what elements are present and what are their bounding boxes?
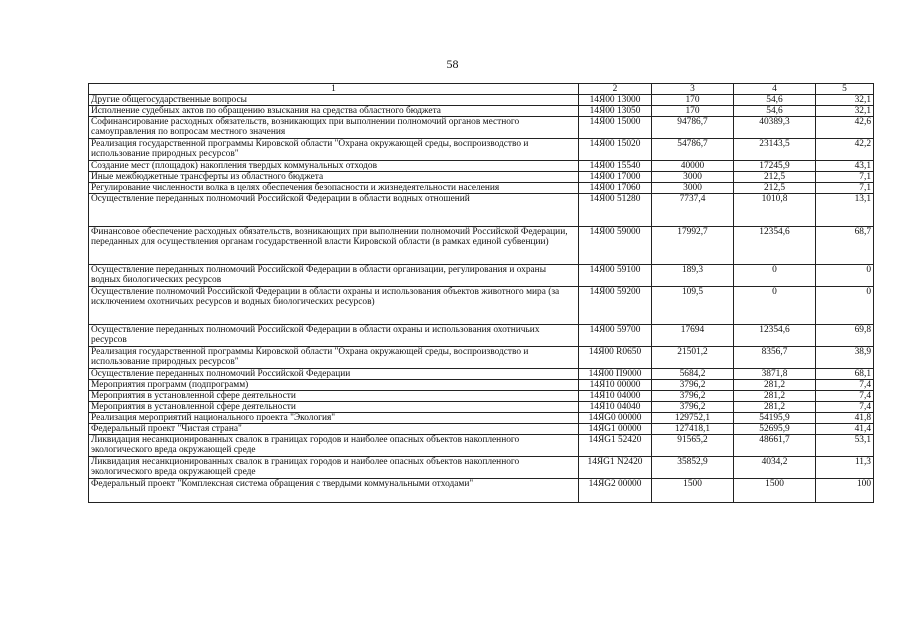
row-value-4: 23143,5 bbox=[734, 139, 816, 161]
table-row bbox=[89, 424, 874, 435]
column-header: 3 bbox=[652, 84, 734, 95]
table-row bbox=[89, 479, 874, 503]
row-value-3: 1500 bbox=[652, 479, 734, 503]
row-value-3: 3796,2 bbox=[652, 380, 734, 391]
row-value-4: 12354,6 bbox=[734, 325, 816, 347]
row-name: Иные межбюджетные трансферты из областного бюджета bbox=[89, 172, 579, 183]
row-code: 14Я00 13050 bbox=[579, 106, 652, 117]
row-value-5: 41,8 bbox=[816, 413, 874, 424]
table-row bbox=[89, 402, 874, 413]
row-value-5: 7,4 bbox=[816, 391, 874, 402]
table-row bbox=[89, 183, 874, 194]
row-code: 14ЯG2 00000 bbox=[579, 479, 652, 503]
row-code: 14Я00 59700 bbox=[579, 325, 652, 347]
table-row bbox=[89, 161, 874, 172]
row-value-5: 100 bbox=[816, 479, 874, 503]
row-name: Создание мест (площадок) накопления твердых коммунальных отходов bbox=[89, 161, 579, 172]
row-name: Федеральный проект "Комплексная система обращения с твердыми коммунальными отходами" bbox=[89, 479, 579, 503]
table-row bbox=[89, 106, 874, 117]
row-code: 14Я00 17000 bbox=[579, 172, 652, 183]
row-value-3: 3000 bbox=[652, 183, 734, 194]
row-name: Исполнение судебных актов по обращению взыскания на средства областного бюджета bbox=[89, 106, 579, 117]
row-value-3: 3796,2 bbox=[652, 402, 734, 413]
row-value-5: 13,1 bbox=[816, 194, 874, 227]
row-value-3: 129752,1 bbox=[652, 413, 734, 424]
row-code: 14Я00 59100 bbox=[579, 265, 652, 287]
row-value-5: 38,9 bbox=[816, 347, 874, 369]
row-value-4: 54,6 bbox=[734, 95, 816, 106]
row-code: 14Я00 59200 bbox=[579, 287, 652, 325]
row-value-4: 8356,7 bbox=[734, 347, 816, 369]
row-code: 14Я10 04000 bbox=[579, 391, 652, 402]
row-value-4: 281,2 bbox=[734, 402, 816, 413]
row-name: Мероприятия в установленной сфере деятельности bbox=[89, 391, 579, 402]
row-name: Осуществление переданных полномочий Российской Федерации в области охраны и использования охотничьих ресурсов bbox=[89, 325, 579, 347]
row-code: 14Я00 15020 bbox=[579, 139, 652, 161]
row-code: 14ЯG1 00000 bbox=[579, 424, 652, 435]
row-value-4: 40389,3 bbox=[734, 117, 816, 139]
row-name: Софинансирование расходных обязательств, возникающих при выполнении полномочий органов местного самоуправления по вопросам местного значения bbox=[89, 117, 579, 139]
row-code: 14Я00 15000 bbox=[579, 117, 652, 139]
row-value-5: 0 bbox=[816, 287, 874, 325]
row-code: 14Я00 R0650 bbox=[579, 347, 652, 369]
row-name: Осуществление переданных полномочий Российской Федерации в области водных отношений bbox=[89, 194, 579, 227]
row-value-5: 42,6 bbox=[816, 117, 874, 139]
row-value-5: 41,4 bbox=[816, 424, 874, 435]
table-row bbox=[89, 95, 874, 106]
row-value-3: 170 bbox=[652, 106, 734, 117]
table-row bbox=[89, 380, 874, 391]
row-value-5: 69,8 bbox=[816, 325, 874, 347]
row-name: Регулирование численности волка в целях обеспечения безопасности и жизнедеятельности населения bbox=[89, 183, 579, 194]
row-value-4: 17245,9 bbox=[734, 161, 816, 172]
row-value-5: 68,1 bbox=[816, 369, 874, 380]
row-value-4: 0 bbox=[734, 265, 816, 287]
row-value-5: 43,1 bbox=[816, 161, 874, 172]
row-code: 14Я10 00000 bbox=[579, 380, 652, 391]
row-value-4: 52695,9 bbox=[734, 424, 816, 435]
row-value-3: 40000 bbox=[652, 161, 734, 172]
row-value-4: 281,2 bbox=[734, 380, 816, 391]
row-value-4: 3871,8 bbox=[734, 369, 816, 380]
row-name: Реализация государственной программы Кировской области "Охрана окружающей среды, воспроизводство и использование природных ресурсов" bbox=[89, 139, 579, 161]
row-name: Осуществление переданных полномочий Российской Федерации в области организации, регулирования и охраны водных биологических ресурсов bbox=[89, 265, 579, 287]
row-value-4: 212,5 bbox=[734, 183, 816, 194]
row-value-4: 1010,8 bbox=[734, 194, 816, 227]
row-value-3: 54786,7 bbox=[652, 139, 734, 161]
row-name: Мероприятия программ (подпрограмм) bbox=[89, 380, 579, 391]
row-value-3: 3796,2 bbox=[652, 391, 734, 402]
table-row bbox=[89, 172, 874, 183]
row-value-3: 17694 bbox=[652, 325, 734, 347]
table-row bbox=[89, 265, 874, 287]
row-code: 14Я00 П9000 bbox=[579, 369, 652, 380]
table-row bbox=[89, 369, 874, 380]
table-row bbox=[89, 227, 874, 265]
row-code: 14ЯG0 00000 bbox=[579, 413, 652, 424]
row-name: Реализация государственной программы Кировской области "Охрана окружающей среды, воспроизводство и использование природных ресурсов" bbox=[89, 347, 579, 369]
row-value-4: 54,6 bbox=[734, 106, 816, 117]
row-value-3: 35852,9 bbox=[652, 457, 734, 479]
table-row bbox=[89, 325, 874, 347]
row-value-3: 94786,7 bbox=[652, 117, 734, 139]
row-value-5: 42,2 bbox=[816, 139, 874, 161]
row-value-5: 68,7 bbox=[816, 227, 874, 265]
column-header: 4 bbox=[734, 84, 816, 95]
row-code: 14Я00 13000 bbox=[579, 95, 652, 106]
row-value-5: 7,4 bbox=[816, 402, 874, 413]
row-value-3: 109,5 bbox=[652, 287, 734, 325]
row-value-4: 48661,7 bbox=[734, 435, 816, 457]
row-code: 14ЯG1 52420 bbox=[579, 435, 652, 457]
column-header: 1 bbox=[89, 84, 579, 95]
row-value-3: 17992,7 bbox=[652, 227, 734, 265]
row-code: 14Я10 04040 bbox=[579, 402, 652, 413]
row-code: 14ЯG1 N2420 bbox=[579, 457, 652, 479]
row-name: Мероприятия в установленной сфере деятельности bbox=[89, 402, 579, 413]
row-value-3: 127418,1 bbox=[652, 424, 734, 435]
row-value-4: 212,5 bbox=[734, 172, 816, 183]
row-name: Осуществление полномочий Российской Федерации в области охраны и использования объектов животного мира (за исключением охотничьих ресурсов и водных биологических ресурсов) bbox=[89, 287, 579, 325]
row-name: Федеральный проект "Чистая страна" bbox=[89, 424, 579, 435]
table-row bbox=[89, 117, 874, 139]
page-number: 58 bbox=[446, 57, 459, 71]
row-value-5: 32,1 bbox=[816, 106, 874, 117]
row-value-5: 11,3 bbox=[816, 457, 874, 479]
table-header-row bbox=[89, 84, 874, 95]
row-name: Ликвидация несанкционированных свалок в границах городов и наиболее опасных объектов накопленного экологического вреда окружающей среде bbox=[89, 435, 579, 457]
column-header: 5 bbox=[816, 84, 874, 95]
row-value-5: 7,1 bbox=[816, 172, 874, 183]
row-value-3: 189,3 bbox=[652, 265, 734, 287]
row-value-4: 54195,9 bbox=[734, 413, 816, 424]
row-value-5: 7,1 bbox=[816, 183, 874, 194]
row-value-4: 12354,6 bbox=[734, 227, 816, 265]
row-value-3: 170 bbox=[652, 95, 734, 106]
table-row bbox=[89, 435, 874, 457]
table-row bbox=[89, 413, 874, 424]
budget-table bbox=[88, 83, 874, 503]
row-value-4: 1500 bbox=[734, 479, 816, 503]
row-value-5: 0 bbox=[816, 265, 874, 287]
table-row bbox=[89, 457, 874, 479]
row-name: Ликвидация несанкционированных свалок в границах городов и наиболее опасных объектов накопленного экологического вреда окружающей среде bbox=[89, 457, 579, 479]
row-value-3: 5684,2 bbox=[652, 369, 734, 380]
row-code: 14Я00 59000 bbox=[579, 227, 652, 265]
row-value-5: 7,4 bbox=[816, 380, 874, 391]
table-row bbox=[89, 139, 874, 161]
table-row bbox=[89, 391, 874, 402]
row-code: 14Я00 15540 bbox=[579, 161, 652, 172]
row-code: 14Я00 51280 bbox=[579, 194, 652, 227]
row-value-3: 3000 bbox=[652, 172, 734, 183]
row-code: 14Я00 17060 bbox=[579, 183, 652, 194]
row-value-4: 281,2 bbox=[734, 391, 816, 402]
column-header: 2 bbox=[579, 84, 652, 95]
table-row bbox=[89, 347, 874, 369]
row-value-3: 7737,4 bbox=[652, 194, 734, 227]
row-value-4: 0 bbox=[734, 287, 816, 325]
table-row bbox=[89, 194, 874, 227]
row-value-3: 91565,2 bbox=[652, 435, 734, 457]
row-name: Финансовое обеспечение расходных обязательств, возникающих при выполнении полномочий Российской Федерации, переданных для осуществления органам государственной власти Кировской области (в рамках единой субвенции) bbox=[89, 227, 579, 265]
row-name: Осуществление переданных полномочий Российской Федерации bbox=[89, 369, 579, 380]
row-value-5: 32,1 bbox=[816, 95, 874, 106]
row-name: Другие общегосударственные вопросы bbox=[89, 95, 579, 106]
row-name: Реализация мероприятий национального проекта "Экология" bbox=[89, 413, 579, 424]
row-value-5: 53,1 bbox=[816, 435, 874, 457]
table-row bbox=[89, 287, 874, 325]
row-value-4: 4034,2 bbox=[734, 457, 816, 479]
row-value-3: 21501,2 bbox=[652, 347, 734, 369]
